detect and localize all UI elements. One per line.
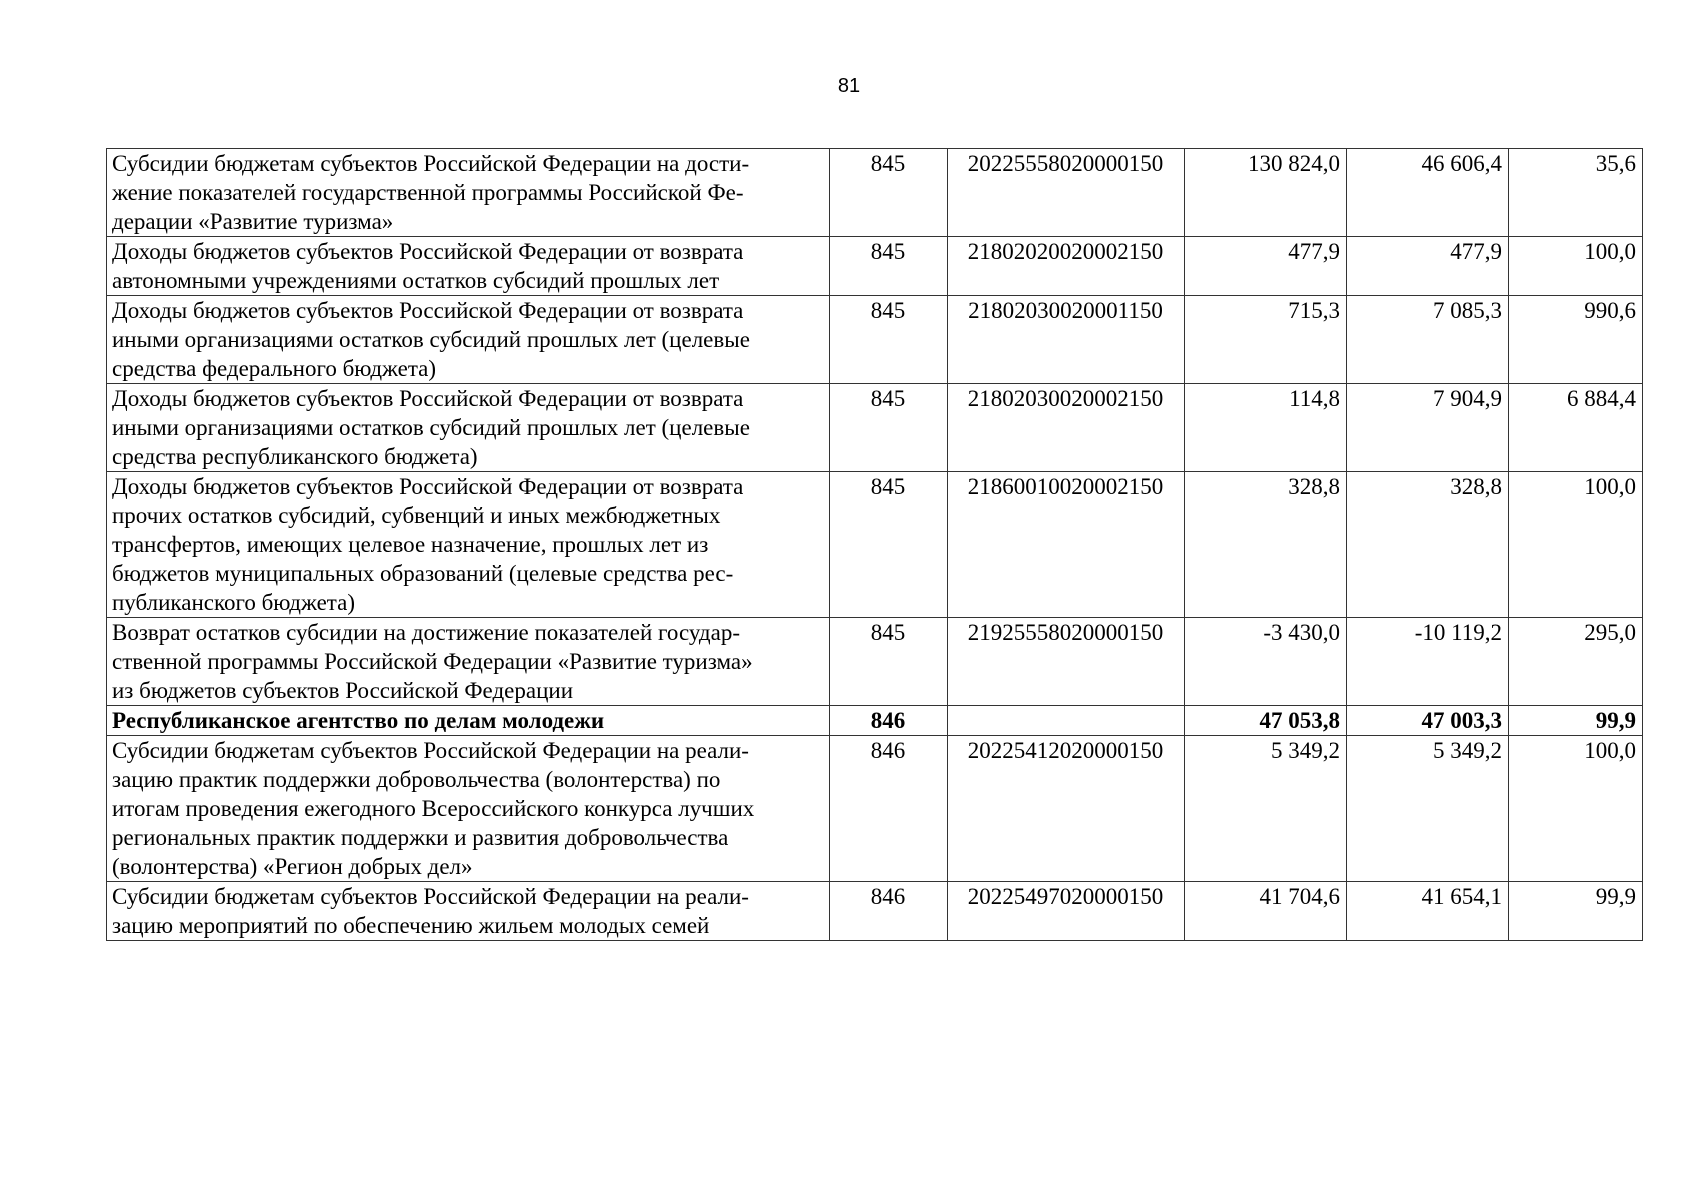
page-number: 81 <box>837 75 861 97</box>
row-budget-code-cell: 21925558020000150 <box>948 618 1185 706</box>
row-plan-cell: -3 430,0 <box>1185 618 1347 706</box>
row-plan-cell: 715,3 <box>1185 296 1347 384</box>
row-budget-code-cell <box>948 706 1185 736</box>
row-fact-cell: 477,9 <box>1347 237 1509 296</box>
row-budget-code-cell: 20225412020000150 <box>948 736 1185 882</box>
row-budget-code-cell: 21802030020001150 <box>948 296 1185 384</box>
table-row <box>107 472 1643 618</box>
row-admin-code-cell: 846 <box>830 706 948 736</box>
row-plan-cell: 5 349,2 <box>1185 736 1347 882</box>
table-row <box>107 384 1643 472</box>
row-admin-code-cell: 845 <box>830 237 948 296</box>
row-name-cell: Субсидии бюджетам субъектов Российской Федерации на реали- зацию мероприятий по обеспечению жильем молодых семей <box>107 882 830 941</box>
row-name-cell: Доходы бюджетов субъектов Российской Федерации от возврата автономными учреждениями остатков субсидий прошлых лет <box>107 237 830 296</box>
table-row <box>107 296 1643 384</box>
row-admin-code-cell: 845 <box>830 149 948 237</box>
row-plan-cell: 41 704,6 <box>1185 882 1347 941</box>
row-budget-code-cell: 20225558020000150 <box>948 149 1185 237</box>
row-fact-cell: 46 606,4 <box>1347 149 1509 237</box>
row-name-cell: Республиканское агентство по делам молодежи <box>107 706 830 736</box>
row-name-cell: Субсидии бюджетам субъектов Российской Федерации на реали- зацию практик поддержки добровольчества (волонтерства) по итогам проведения ежегодного Всероссийского конкурса лучших региональных практик поддержки и развития добровольчества (волонтерства) «Регион добрых дел» <box>107 736 830 882</box>
row-percent-cell: 99,9 <box>1509 882 1643 941</box>
budget-table <box>106 148 1643 941</box>
row-plan-cell: 477,9 <box>1185 237 1347 296</box>
row-percent-cell: 6 884,4 <box>1509 384 1643 472</box>
row-percent-cell: 35,6 <box>1509 149 1643 237</box>
table-row <box>107 149 1643 237</box>
row-percent-cell: 99,9 <box>1509 706 1643 736</box>
row-budget-code-cell: 21860010020002150 <box>948 472 1185 618</box>
row-percent-cell: 990,6 <box>1509 296 1643 384</box>
row-admin-code-cell: 845 <box>830 618 948 706</box>
row-fact-cell: 7 085,3 <box>1347 296 1509 384</box>
row-percent-cell: 100,0 <box>1509 736 1643 882</box>
row-admin-code-cell: 845 <box>830 296 948 384</box>
row-budget-code-cell: 21802030020002150 <box>948 384 1185 472</box>
table-row <box>107 882 1643 941</box>
row-percent-cell: 295,0 <box>1509 618 1643 706</box>
table-row <box>107 736 1643 882</box>
row-percent-cell: 100,0 <box>1509 472 1643 618</box>
row-name-cell: Субсидии бюджетам субъектов Российской Федерации на дости- жение показателей государственной программы Российской Фе- дерации «Развитие туризма» <box>107 149 830 237</box>
row-fact-cell: -10 119,2 <box>1347 618 1509 706</box>
row-plan-cell: 47 053,8 <box>1185 706 1347 736</box>
row-budget-code-cell: 20225497020000150 <box>948 882 1185 941</box>
table-row <box>107 706 1643 736</box>
row-name-cell: Доходы бюджетов субъектов Российской Федерации от возврата иными организациями остатков субсидий прошлых лет (целевые средства федерального бюджета) <box>107 296 830 384</box>
row-admin-code-cell: 846 <box>830 882 948 941</box>
row-fact-cell: 47 003,3 <box>1347 706 1509 736</box>
row-plan-cell: 130 824,0 <box>1185 149 1347 237</box>
table-row <box>107 618 1643 706</box>
row-name-cell: Возврат остатков субсидии на достижение показателей государ- ственной программы Российской Федерации «Развитие туризма» из бюджетов субъектов Российской Федерации <box>107 618 830 706</box>
row-percent-cell: 100,0 <box>1509 237 1643 296</box>
row-admin-code-cell: 845 <box>830 472 948 618</box>
row-fact-cell: 7 904,9 <box>1347 384 1509 472</box>
table-row <box>107 237 1643 296</box>
row-budget-code-cell: 21802020020002150 <box>948 237 1185 296</box>
row-fact-cell: 5 349,2 <box>1347 736 1509 882</box>
row-admin-code-cell: 845 <box>830 384 948 472</box>
table-body <box>107 149 1643 941</box>
row-name-cell: Доходы бюджетов субъектов Российской Федерации от возврата прочих остатков субсидий, субвенций и иных межбюджетных трансфертов, имеющих целевое назначение, прошлых лет из бюджетов муниципальных образований (целевые средства рес- публиканского бюджета) <box>107 472 830 618</box>
row-fact-cell: 328,8 <box>1347 472 1509 618</box>
row-fact-cell: 41 654,1 <box>1347 882 1509 941</box>
row-name-cell: Доходы бюджетов субъектов Российской Федерации от возврата иными организациями остатков субсидий прошлых лет (целевые средства республиканского бюджета) <box>107 384 830 472</box>
row-admin-code-cell: 846 <box>830 736 948 882</box>
row-plan-cell: 114,8 <box>1185 384 1347 472</box>
row-plan-cell: 328,8 <box>1185 472 1347 618</box>
